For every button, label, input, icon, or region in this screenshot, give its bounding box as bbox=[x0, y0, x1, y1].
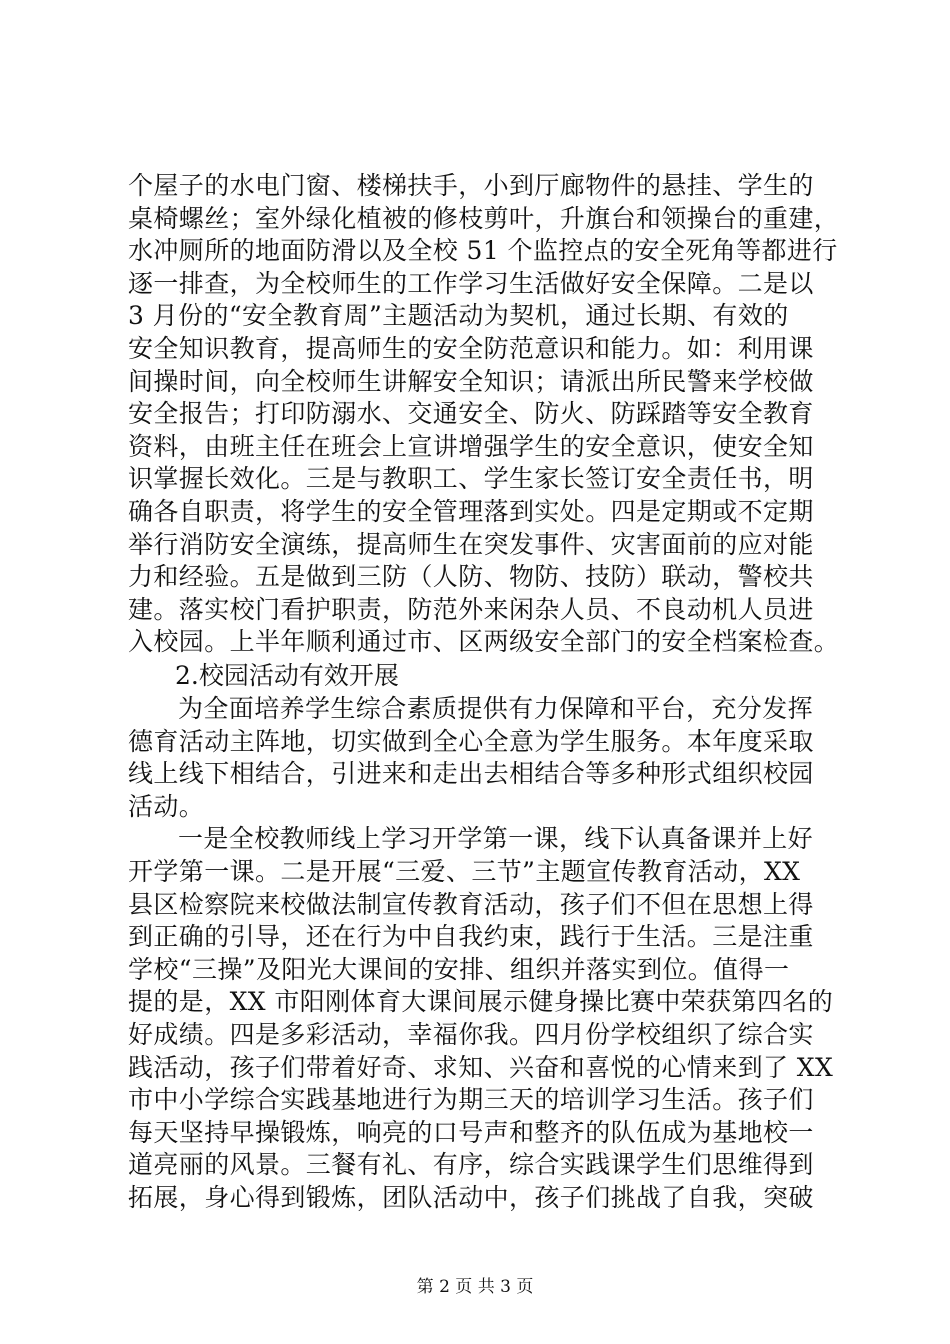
page-number-footer: 第 2 页 共 3 页 bbox=[416, 1277, 534, 1297]
section-heading: 2.校园活动有效开展 bbox=[175, 661, 399, 690]
text-line: 逐一排查，为全校师生的工作学习生活做好安全保障。二是以 bbox=[128, 268, 814, 298]
text-line: 水冲厕所的地面防滑以及全校 51 个监控点的安全死角等都进行 bbox=[128, 236, 838, 266]
text-line: 好成绩。四是多彩活动，幸福你我。四月份学校组织了综合实 bbox=[128, 1019, 814, 1049]
text-line: 入校园。上半年顺利通过市、区两级安全部门的安全档案检查。 bbox=[128, 627, 840, 657]
text-line: 学校“三操”及阳光大课间的安排、组织并落实到位。值得一 bbox=[128, 954, 790, 984]
text-line: 道亮丽的风景。三餐有礼、有序，综合实践课学生们思维得到 bbox=[128, 1150, 814, 1180]
text-line: 每天坚持早操锻炼，响亮的口号声和整齐的队伍成为基地校一 bbox=[128, 1117, 814, 1147]
text-line: 活动。 bbox=[128, 791, 205, 821]
text-line: 安全知识教育，提高师生的安全防范意识和能力。如：利用课 bbox=[128, 333, 814, 363]
text-line: 个屋子的水电门窗、楼梯扶手，小到厅廊物件的悬挂、学生的 bbox=[128, 171, 814, 200]
text-line: 为全面培养学生综合素质提供有力保障和平台，充分发挥 bbox=[178, 694, 814, 723]
text-line: 线上线下相结合，引进来和走出去相结合等多种形式组织校园 bbox=[128, 759, 814, 789]
text-line: 拓展，身心得到锻炼，团队活动中，孩子们挑战了自我，突破 bbox=[128, 1182, 814, 1212]
text-line: 践活动，孩子们带着好奇、求知、兴奋和喜悦的心情来到了 XX bbox=[128, 1052, 834, 1082]
text-line: 德育活动主阵地，切实做到全心全意为学生服务。本年度采取 bbox=[128, 726, 814, 756]
section2-body bbox=[128, 693, 858, 1215]
text-line: 县区检察院来校做法制宣传教育活动，孩子们不但在思想上得 bbox=[128, 889, 814, 919]
text-line: 举行消防安全演练，提高师生在突发事件、灾害面前的应对能 bbox=[128, 529, 814, 559]
text-line: 到正确的引导，还在行为中自我约束，践行于生活。三是注重 bbox=[128, 922, 814, 952]
text-line: 3 月份的“安全教育周”主题活动为契机，通过长期、有效的 bbox=[128, 301, 789, 331]
text-line: 提的是，XX 市阳刚体育大课间展示健身操比赛中荣获第四名的 bbox=[128, 987, 834, 1017]
text-line: 建。落实校门看护职责，防范外来闲杂人员、不良动机人员进 bbox=[128, 594, 814, 624]
text-line: 安全报告；打印防溺水、交通安全、防火、防踩踏等安全教育 bbox=[128, 399, 814, 429]
text-line: 市中小学综合实践基地进行为期三天的培训学习生活。孩子们 bbox=[128, 1085, 814, 1115]
text-line: 开学第一课。二是开展“三爱、三节”主题宣传教育活动，XX bbox=[128, 856, 801, 886]
text-line: 力和经验。五是做到三防（人防、物防、技防）联动，警校共 bbox=[128, 562, 814, 592]
text-line: 资料，由班主任在班会上宣讲增强学生的安全意识，使安全知 bbox=[128, 431, 814, 461]
text-line: 桌椅螺丝；室外绿化植被的修枝剪叶，升旗台和领操台的重建， bbox=[128, 203, 840, 233]
text-line: 识掌握长效化。三是与教职工、学生家长签订安全责任书，明 bbox=[128, 464, 814, 494]
text-line: 一是全校教师线上学习开学第一课，线下认真备课并上好 bbox=[178, 824, 814, 854]
text-line: 确各自职责，将学生的安全管理落到实处。四是定期或不定期 bbox=[128, 496, 814, 526]
text-line: 间操时间，向全校师生讲解安全知识；请派出所民警来学校做 bbox=[128, 366, 814, 396]
section1-body bbox=[128, 170, 858, 659]
